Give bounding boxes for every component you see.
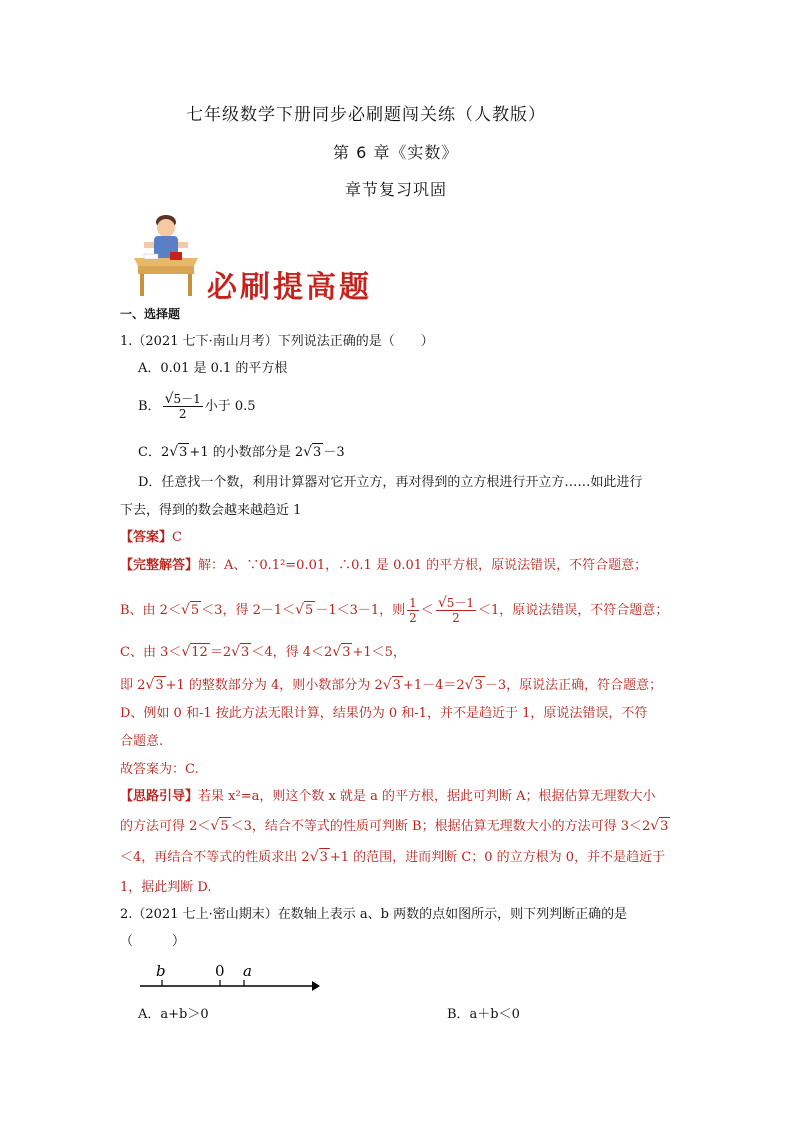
denominator: 2 bbox=[452, 611, 460, 625]
c-suffix: －3 bbox=[323, 445, 345, 460]
radicand: 5 bbox=[190, 603, 200, 618]
q1-solution-line3: C、由 3＜√12 ＝2√3 ＜4，得 4＜2√3 +1＜5， bbox=[120, 644, 406, 660]
radicand: 5－1 bbox=[446, 596, 475, 610]
number-line-figure bbox=[140, 958, 320, 998]
q2-paren: （ ） bbox=[120, 934, 186, 949]
q2-option-a: A．a+b＞0 bbox=[138, 1007, 209, 1022]
text: +1 的范围，进而判断 C；0 的立方根为 0，并不是趋近于 bbox=[329, 850, 666, 865]
radicand: 3 bbox=[155, 678, 164, 693]
q1-option-a: A．0.01 是 0.1 的平方根 bbox=[138, 361, 288, 376]
text: ＜4，得 4＜2 bbox=[251, 645, 333, 660]
text: －1＜3－1，则 bbox=[315, 603, 406, 618]
q1-solution-line5: D、例如 0 和-1 按此方法无限计算，结果仍为 0 和-1，并不是趋近于 1，原说法错误，不符 bbox=[120, 706, 648, 721]
denominator: 2 bbox=[178, 407, 187, 421]
text: 即 2 bbox=[120, 678, 146, 693]
q1-hint-line3: ＜4，再结合不等式的性质求出 2√3 +1 的范围，进而判断 C；0 的立方根为 0，并不是趋近于 bbox=[120, 849, 666, 865]
radicand: 3 bbox=[313, 445, 322, 460]
text: ＜4，再结合不等式的性质求出 2 bbox=[120, 850, 310, 865]
q1-solution-line2: B、由 2＜√5 ＜3，得 2－1＜√5 －1＜3－1，则 $\frac{1}{2}$ ＜ $\frac{√5-1}{2}$ ＜1，原说法错误，不符合题意； bbox=[120, 595, 669, 625]
radicand: 3 bbox=[319, 850, 328, 865]
banner-title: 必刷提高题 bbox=[207, 270, 372, 305]
hint-label: 【思路引导】 bbox=[120, 789, 199, 804]
label-b: b bbox=[156, 962, 166, 980]
radicand: 3 bbox=[342, 645, 351, 660]
radicand: 3 bbox=[241, 645, 250, 660]
denominator: 2 bbox=[409, 611, 417, 625]
solution-label: 【完整解答】 bbox=[120, 558, 199, 573]
text: ＜3，得 2－1＜ bbox=[201, 603, 296, 618]
radicand: 5 bbox=[220, 819, 229, 834]
q1-final-answer: 故答案为：C. bbox=[120, 762, 199, 777]
radicand: 5 bbox=[305, 603, 314, 618]
q1-hint-line2: 的方法可得 2＜√5 ＜3，结合不等式的性质可判断 B；根据估算无理数大小的方法可得 3＜2√3 bbox=[120, 818, 669, 834]
fraction: $\frac{√5-1}{2}$ bbox=[437, 595, 475, 625]
text: ＝2 bbox=[209, 645, 232, 660]
hint-text: 若果 x²=a，则这个数 x 就是 a 的平方根，据此可判断 A；根据估算无理数大小 bbox=[198, 789, 656, 804]
q1-solution-line1 bbox=[120, 557, 647, 575]
answer-value: C bbox=[172, 530, 182, 545]
q1-option-d-line2: 下去，得到的数会越来越趋近 1 bbox=[120, 503, 302, 518]
fraction: $\frac{1}{2}$ bbox=[409, 596, 417, 625]
radicand: 3 bbox=[179, 445, 188, 460]
c-prefix: C．2 bbox=[138, 445, 170, 460]
label-a: a bbox=[243, 962, 252, 980]
text: ＜ bbox=[420, 603, 434, 618]
text: ＜1，原说法错误，不符合题意； bbox=[478, 603, 669, 618]
document-title: 七年级数学下册同步必刷题闯关练（人教版） bbox=[186, 105, 546, 125]
chapter-title: 第 6 章《实数》 bbox=[333, 143, 459, 162]
radicand: 5－1 bbox=[173, 392, 201, 406]
q2-option-b: B．a＋b＜0 bbox=[447, 1007, 520, 1022]
q1-solution-line4: 即 2√3 +1 的整数部分为 4，则小数部分为 2√3 +1－4＝2√3 －3，原说法正确，符合题意； bbox=[120, 677, 663, 693]
q1-option-b-label: B． bbox=[138, 399, 161, 414]
q1-option-d-line1: D．任意找一个数，利用计算器对它开立方，再对得到的立方根进行开立方……如此进行 bbox=[138, 475, 643, 490]
answer-label: 【答案】 bbox=[120, 530, 173, 545]
text: C、由 3＜ bbox=[120, 645, 182, 660]
text: －3，原说法正确，符合题意； bbox=[484, 678, 663, 693]
text: ＜3，结合不等式的性质可判断 B；根据估算无理数大小的方法可得 3＜2 bbox=[230, 819, 651, 834]
radicand: 3 bbox=[474, 678, 483, 693]
label-zero: 0 bbox=[215, 962, 225, 980]
q1-option-b-text: 小于 0.5 bbox=[204, 399, 256, 414]
section-title: 章节复习巩固 bbox=[345, 180, 448, 199]
solution-text: 解：A、∵0.1²=0.01，∴0.1 是 0.01 的平方根，原说法错误，不符合题意； bbox=[198, 558, 648, 573]
q1-hint-line4: 1，据此判断 D. bbox=[120, 880, 212, 895]
c-mid: +1 的小数部分是 2 bbox=[189, 445, 304, 460]
q1-option-c: C．2√3 +1 的小数部分是 2√3 －3 bbox=[138, 444, 345, 460]
q1-answer bbox=[120, 529, 182, 547]
text: +1－4＝2 bbox=[402, 678, 465, 693]
text: B、由 2＜ bbox=[120, 603, 181, 618]
q1-hint-line1 bbox=[120, 788, 655, 806]
arrow-head-icon bbox=[312, 981, 320, 991]
q1-option-b bbox=[138, 392, 256, 421]
text: +1＜5， bbox=[352, 645, 406, 660]
q1-solution-line6: 合题意. bbox=[120, 734, 164, 749]
radicand: 12 bbox=[191, 645, 208, 660]
text: 的方法可得 2＜ bbox=[120, 819, 211, 834]
fraction: $\frac{√5-1}{2}$ bbox=[164, 391, 201, 421]
q1-stem: 1.（2021 七下·南山月考）下列说法正确的是（ ） bbox=[120, 334, 434, 349]
text: +1 的整数部分为 4，则小数部分为 2 bbox=[165, 678, 383, 693]
radicand: 3 bbox=[660, 819, 669, 834]
q2-stem: 2.（2021 七上·密山期末）在数轴上表示 a、b 两数的点如图所示，则下列判断正确的是 bbox=[120, 907, 628, 922]
student-desk-illustration bbox=[130, 208, 202, 298]
section-heading: 一、选择题 bbox=[120, 307, 181, 321]
radicand: 3 bbox=[392, 678, 401, 693]
